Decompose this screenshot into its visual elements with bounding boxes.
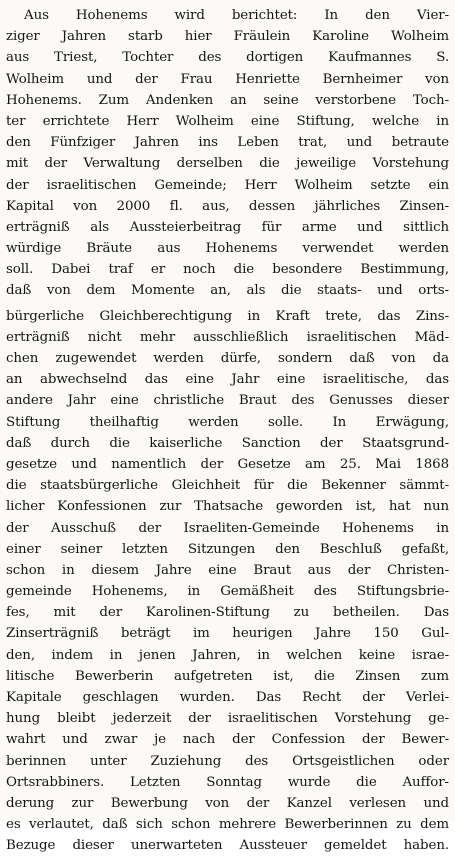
text-line: bürgerliche Gleichberechtigung in Kraft trete, das Zins- bbox=[6, 308, 449, 324]
paragraph-1 bbox=[6, 5, 449, 302]
text-line: ter errichtete Herr Wolheim eine Stiftung, welche in bbox=[6, 113, 449, 129]
text-line: der israelitischen Gemeinde; Herr Wolheim setzte ein bbox=[6, 177, 449, 193]
text-line: Kapitale geschlagen wurden. Das Recht der Verlei- bbox=[6, 690, 449, 705]
text-line: den Fünfziger Jahren ins Leben trat, und betraute bbox=[6, 135, 449, 151]
text-line: fes, mit der Karolinen-Stiftung zu betheilen. Das bbox=[6, 605, 449, 621]
text-line: soll. Dabei traf er noch die besondere Bestimmung, bbox=[6, 262, 449, 278]
text-line: Ortsrabbiners. Letzten Sonntag wurde die Auffor- bbox=[6, 774, 449, 790]
article-text bbox=[6, 5, 449, 857]
text-line: Zinserträgniß beträgt im heurigen Jahre 150 Gul- bbox=[6, 626, 449, 642]
text-line: Hohenems. Zum Andenken an seine verstorbene Toch- bbox=[6, 92, 449, 108]
text-line: Bezuge dieser unerwarteten Aussteuer gemeldet haben. bbox=[6, 838, 449, 854]
text-line: hung bleibt jederzeit der israelitischen Vorstehung ge- bbox=[6, 711, 449, 727]
text-line: einer seiner letzten Sitzungen den Beschluß gefaßt, bbox=[6, 541, 449, 557]
text-line: ziger Jahren starb hier Fräulein Karoline Wolheim bbox=[6, 29, 449, 45]
text-line: berinnen unter Zuziehung des Ortsgeistlichen oder bbox=[6, 753, 449, 769]
text-line: es verlautet, daß sich schon mehrere Bewerberinnen zu dem bbox=[6, 817, 449, 833]
text-line: wahrt und zwar je nach der Confession der Bewer- bbox=[6, 732, 449, 748]
text-line: der Ausschuß der Israeliten-Gemeinde Hohenems in bbox=[6, 520, 449, 536]
text-line: gesetze und namentlich der Gesetze am 25. Mai 1868 bbox=[6, 456, 449, 472]
text-line: würdige Bräute aus Hohenems verwendet werden bbox=[6, 241, 449, 257]
text-line: Aus Hohenems wird berichtet: In den Vier- bbox=[24, 8, 449, 23]
text-line: schon in diesem Jahre eine Braut aus der Christen- bbox=[6, 562, 449, 578]
text-line: mit der Verwaltung derselben die jeweilige Vorstehung bbox=[6, 156, 449, 172]
text-line: derung zur Bewerbung von der Kanzel verlesen und bbox=[6, 795, 449, 811]
text-line: andere Jahr eine christliche Braut des Genusses dieser bbox=[6, 393, 449, 409]
paragraph-2 bbox=[6, 306, 449, 857]
text-line: erträgniß nicht mehr ausschließlich israelitischen Mäd- bbox=[6, 329, 449, 345]
text-line: Wolheim und der Frau Henriette Bernheimer von bbox=[6, 71, 449, 87]
text-line: gemeinde Hohenems, in Gemäßheit des Stiftungsbrie- bbox=[6, 584, 449, 600]
text-line: Kapital von 2000 fl. aus, dessen jährliches Zinsen- bbox=[6, 198, 449, 214]
text-line: erträgniß als Aussteierbeitrag für arme und sittlich bbox=[6, 219, 449, 235]
text-line: Stiftung theilhaftig werden solle. In Erwägung, bbox=[6, 414, 449, 430]
text-line: daß von dem Momente an, als die staats- und orts- bbox=[6, 283, 449, 299]
text-line: die staatsbürgerliche Gleichheit für die Bekenner sämmt- bbox=[6, 478, 449, 494]
text-line: licher Konfessionen zur Thatsache geworden ist, hat nun bbox=[6, 499, 449, 515]
text-line: den, indem in jenen Jahren, in welchen keine israe- bbox=[6, 647, 449, 663]
text-line: aus Triest, Tochter des dortigen Kaufmannes S. bbox=[6, 50, 449, 66]
text-line: daß durch die kaiserliche Sanction der Staatsgrund- bbox=[6, 435, 449, 451]
text-line: chen zugewendet werden dürfe, sondern daß von da bbox=[6, 351, 449, 366]
text-line: an abwechselnd das eine Jahr eine israelitische, das bbox=[6, 372, 449, 388]
text-line: litische Bewerberin aufgetreten ist, die Zinsen zum bbox=[6, 668, 449, 684]
